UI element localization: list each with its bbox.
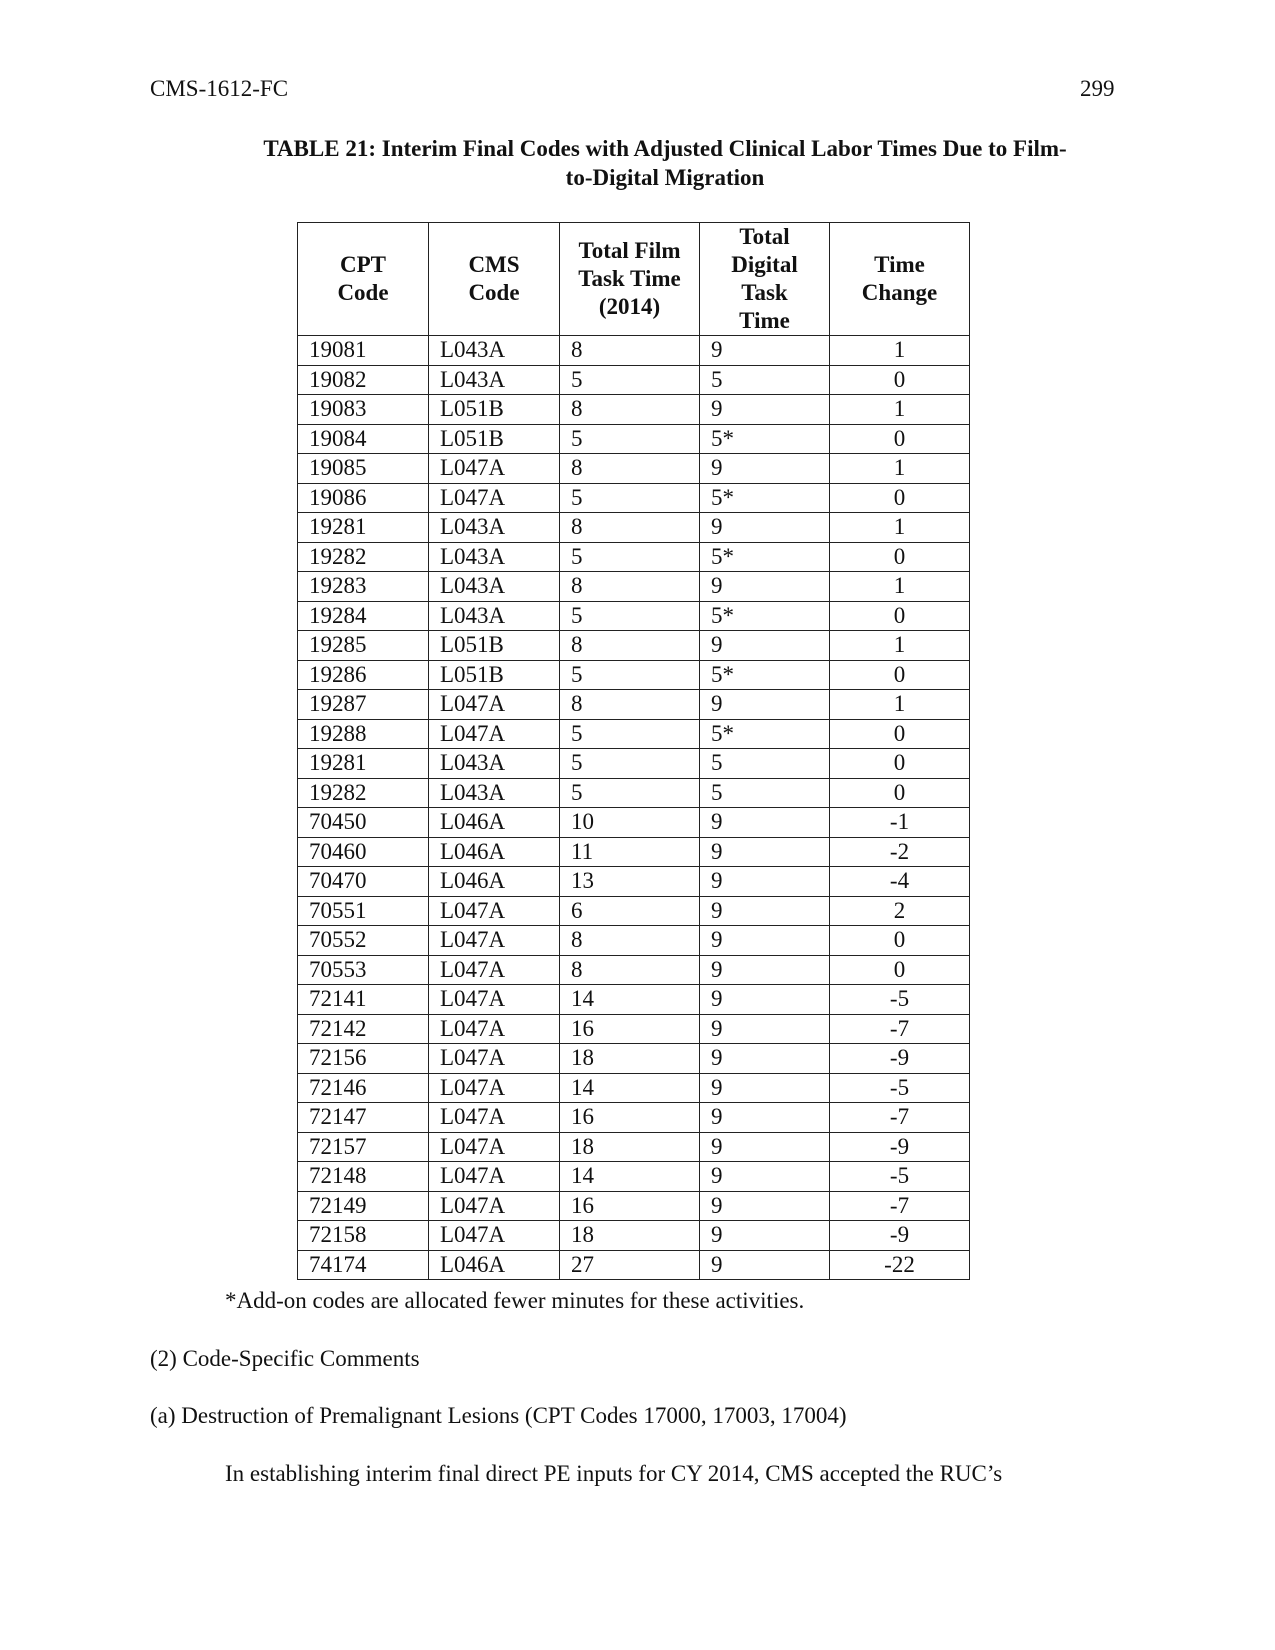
column-header-line: Task [741, 280, 788, 305]
table-cell: 9 [700, 631, 830, 661]
table-row [298, 424, 970, 454]
table-cell: 5 [560, 749, 700, 779]
table-footnote: *Add-on codes are allocated fewer minutes for these activities. [225, 1288, 805, 1313]
table-cell: L051B [429, 395, 560, 425]
column-header-line: (2014) [598, 294, 661, 319]
table-cell: L047A [429, 926, 560, 956]
table-cell: 9 [700, 395, 830, 425]
table-cell: 5* [700, 719, 830, 749]
table-cell: 19084 [298, 424, 429, 454]
table-cell: L043A [429, 513, 560, 543]
table-row [298, 985, 970, 1015]
table-cell: L047A [429, 1103, 560, 1133]
table-cell: 9 [700, 955, 830, 985]
table-cell: 1 [830, 631, 970, 661]
table-cell: 9 [700, 690, 830, 720]
table-cell: 72147 [298, 1103, 429, 1133]
table-cell: 2 [830, 896, 970, 926]
table-cell: 9 [700, 926, 830, 956]
table-cell: 9 [700, 1221, 830, 1251]
table-cell: 1 [830, 513, 970, 543]
table-cell: L047A [429, 1221, 560, 1251]
table-row [298, 1132, 970, 1162]
table-cell: 8 [560, 955, 700, 985]
table-cell: 14 [560, 1073, 700, 1103]
table-cell: 19285 [298, 631, 429, 661]
column-header-line: Change [861, 280, 938, 305]
table-cell: 16 [560, 1014, 700, 1044]
column-header-3 [560, 223, 700, 336]
table-cell: 9 [700, 1073, 830, 1103]
table-cell: L043A [429, 365, 560, 395]
table-cell: 19284 [298, 601, 429, 631]
table-row [298, 867, 970, 897]
table-cell: 0 [830, 749, 970, 779]
table-cell: 14 [560, 985, 700, 1015]
table-cell: 8 [560, 572, 700, 602]
table-cell: L046A [429, 1250, 560, 1280]
table-cell: L046A [429, 837, 560, 867]
table-cell: -7 [830, 1191, 970, 1221]
table-cell: 8 [560, 690, 700, 720]
table-cell: 5* [700, 424, 830, 454]
column-header-4 [700, 223, 830, 336]
clinical-labor-table [297, 222, 970, 1280]
table-cell: 0 [830, 955, 970, 985]
table-cell: L043A [429, 572, 560, 602]
table-cell: L047A [429, 985, 560, 1015]
table-title-line-1: TABLE 21: Interim Final Codes with Adjusted Clinical Labor Times Due to Film- [263, 136, 1067, 161]
table-cell: -22 [830, 1250, 970, 1280]
table-cell: 8 [560, 395, 700, 425]
table-cell: 19288 [298, 719, 429, 749]
table-cell: 9 [700, 1014, 830, 1044]
table-cell: 18 [560, 1044, 700, 1074]
table-cell: L047A [429, 955, 560, 985]
table-cell: 1 [830, 336, 970, 366]
table-cell: 5 [700, 749, 830, 779]
column-header-line: CPT [340, 252, 386, 277]
table-row [298, 719, 970, 749]
table-cell: -7 [830, 1014, 970, 1044]
table-row [298, 1221, 970, 1251]
table-cell: 9 [700, 454, 830, 484]
table-cell: 9 [700, 867, 830, 897]
table-cell: 8 [560, 631, 700, 661]
table-cell: 0 [830, 778, 970, 808]
table-cell: L047A [429, 1191, 560, 1221]
table-cell: -9 [830, 1221, 970, 1251]
table-cell: 16 [560, 1191, 700, 1221]
table-cell: 6 [560, 896, 700, 926]
table-cell: 5 [560, 660, 700, 690]
table-cell: 19281 [298, 749, 429, 779]
table-cell: 14 [560, 1162, 700, 1192]
table-cell: 19282 [298, 542, 429, 572]
table-cell: 19082 [298, 365, 429, 395]
table-cell: 13 [560, 867, 700, 897]
table-cell: 70460 [298, 837, 429, 867]
table-cell: L047A [429, 454, 560, 484]
table-cell: L047A [429, 483, 560, 513]
table-row [298, 336, 970, 366]
table-row [298, 1191, 970, 1221]
column-header-line: Total [739, 224, 790, 249]
table-cell: 1 [830, 690, 970, 720]
table-row [298, 572, 970, 602]
table-row [298, 454, 970, 484]
table-row [298, 896, 970, 926]
table-cell: -1 [830, 808, 970, 838]
table-cell: 0 [830, 660, 970, 690]
column-header-5 [830, 223, 970, 336]
table-cell: L043A [429, 336, 560, 366]
table-cell: 5 [560, 365, 700, 395]
table-cell: 70552 [298, 926, 429, 956]
table-cell: 10 [560, 808, 700, 838]
table-cell: 19281 [298, 513, 429, 543]
table-cell: 19287 [298, 690, 429, 720]
table-cell: 72146 [298, 1073, 429, 1103]
table-row [298, 1014, 970, 1044]
column-header-2 [429, 223, 560, 336]
table-cell: -9 [830, 1044, 970, 1074]
table-cell: 5* [700, 542, 830, 572]
table-cell: 8 [560, 513, 700, 543]
table-cell: 72158 [298, 1221, 429, 1251]
table-cell: 72156 [298, 1044, 429, 1074]
table-cell: 19283 [298, 572, 429, 602]
table-cell: L047A [429, 1044, 560, 1074]
table-cell: L043A [429, 542, 560, 572]
table-cell: 11 [560, 837, 700, 867]
table-cell: 9 [700, 1103, 830, 1133]
table-cell: 9 [700, 1044, 830, 1074]
table-cell: L047A [429, 1014, 560, 1044]
table-cell: 0 [830, 926, 970, 956]
table-cell: 5 [560, 424, 700, 454]
table-row [298, 690, 970, 720]
table-cell: 19086 [298, 483, 429, 513]
table-title-line-2: to-Digital Migration [565, 165, 765, 190]
table-cell: 9 [700, 513, 830, 543]
table-cell: 74174 [298, 1250, 429, 1280]
table-row [298, 955, 970, 985]
table-row [298, 1103, 970, 1133]
column-header-line: Digital [731, 252, 798, 277]
table-cell: 1 [830, 454, 970, 484]
table-cell: 18 [560, 1132, 700, 1162]
column-header-line: Total Film [578, 238, 681, 263]
table-cell: 72148 [298, 1162, 429, 1192]
table-cell: -5 [830, 985, 970, 1015]
table-cell: 70553 [298, 955, 429, 985]
table-cell: 0 [830, 601, 970, 631]
page-number: 299 [1080, 76, 1115, 101]
table-row [298, 631, 970, 661]
column-header-line: Code [468, 280, 520, 305]
table-cell: 9 [700, 837, 830, 867]
table-row [298, 808, 970, 838]
table-cell: 72142 [298, 1014, 429, 1044]
table-cell: 9 [700, 896, 830, 926]
table-row [298, 601, 970, 631]
table-cell: L047A [429, 690, 560, 720]
table-row [298, 1073, 970, 1103]
table-cell: 5 [560, 778, 700, 808]
table-cell: 1 [830, 572, 970, 602]
table-cell: 0 [830, 719, 970, 749]
table-cell: 16 [560, 1103, 700, 1133]
table-cell: 72157 [298, 1132, 429, 1162]
table-cell: L043A [429, 749, 560, 779]
table-cell: 5* [700, 601, 830, 631]
table-cell: -9 [830, 1132, 970, 1162]
table-cell: L047A [429, 896, 560, 926]
table-cell: 5* [700, 660, 830, 690]
table-cell: 5 [560, 542, 700, 572]
table-cell: -5 [830, 1073, 970, 1103]
table-row [298, 1044, 970, 1074]
table-cell: 72141 [298, 985, 429, 1015]
table-row [298, 660, 970, 690]
table-cell: L047A [429, 719, 560, 749]
table-cell: 9 [700, 336, 830, 366]
table-cell: 5 [700, 778, 830, 808]
table-cell: 9 [700, 1250, 830, 1280]
table-cell: 70470 [298, 867, 429, 897]
table-cell: -4 [830, 867, 970, 897]
table-cell: 72149 [298, 1191, 429, 1221]
table-header [298, 223, 970, 336]
table-cell: 27 [560, 1250, 700, 1280]
table-cell: 5 [700, 365, 830, 395]
table-cell: 18 [560, 1221, 700, 1251]
table-row [298, 837, 970, 867]
table-row [298, 513, 970, 543]
table-cell: -5 [830, 1162, 970, 1192]
table-cell: 8 [560, 454, 700, 484]
table-cell: 5* [700, 483, 830, 513]
table-cell: 70551 [298, 896, 429, 926]
table-cell: 0 [830, 542, 970, 572]
table-cell: L051B [429, 424, 560, 454]
table-cell: L047A [429, 1132, 560, 1162]
table-cell: 5 [560, 601, 700, 631]
section-heading: (2) Code-Specific Comments [150, 1346, 420, 1371]
table-cell: L051B [429, 631, 560, 661]
table-cell: 19083 [298, 395, 429, 425]
table-cell: L046A [429, 808, 560, 838]
table-cell: 9 [700, 1191, 830, 1221]
table-cell: 0 [830, 365, 970, 395]
table-row [298, 778, 970, 808]
table-cell: 5 [560, 719, 700, 749]
column-header-line: Time [874, 252, 925, 277]
table-body [298, 336, 970, 1280]
table-cell: 8 [560, 926, 700, 956]
table-cell: L051B [429, 660, 560, 690]
table-cell: L046A [429, 867, 560, 897]
table-cell: 8 [560, 336, 700, 366]
table-cell: 70450 [298, 808, 429, 838]
table-cell: 0 [830, 483, 970, 513]
table-row [298, 1162, 970, 1192]
column-header-line: Time [739, 308, 790, 333]
table-row [298, 483, 970, 513]
table-cell: 19282 [298, 778, 429, 808]
column-header-line: Task Time [578, 266, 681, 291]
column-header-1 [298, 223, 429, 336]
table-cell: L043A [429, 778, 560, 808]
table-row [298, 749, 970, 779]
table-row [298, 395, 970, 425]
table-cell: 9 [700, 1162, 830, 1192]
table-cell: L047A [429, 1073, 560, 1103]
table-cell: -2 [830, 837, 970, 867]
document-id: CMS-1612-FC [150, 76, 289, 101]
table-cell: 19081 [298, 336, 429, 366]
table-cell: 9 [700, 985, 830, 1015]
table-row [298, 365, 970, 395]
table-header-row [298, 223, 970, 336]
table-cell: 19085 [298, 454, 429, 484]
table-cell: 9 [700, 1132, 830, 1162]
table-cell: -7 [830, 1103, 970, 1133]
column-header-line: Code [337, 280, 389, 305]
table-row [298, 926, 970, 956]
table-cell: 9 [700, 808, 830, 838]
table-cell: 1 [830, 395, 970, 425]
table-cell: 19286 [298, 660, 429, 690]
column-header-line: CMS [468, 252, 520, 277]
table-cell: L043A [429, 601, 560, 631]
table-cell: 5 [560, 483, 700, 513]
table-title [215, 134, 1115, 192]
table-cell: 9 [700, 572, 830, 602]
table-row [298, 1250, 970, 1280]
body-paragraph: In establishing interim final direct PE inputs for CY 2014, CMS accepted the RUC’s [225, 1461, 1003, 1486]
table-row [298, 542, 970, 572]
subsection-heading: (a) Destruction of Premalignant Lesions (CPT Codes 17000, 17003, 17004) [150, 1403, 847, 1428]
table-cell: 0 [830, 424, 970, 454]
table-cell: L047A [429, 1162, 560, 1192]
